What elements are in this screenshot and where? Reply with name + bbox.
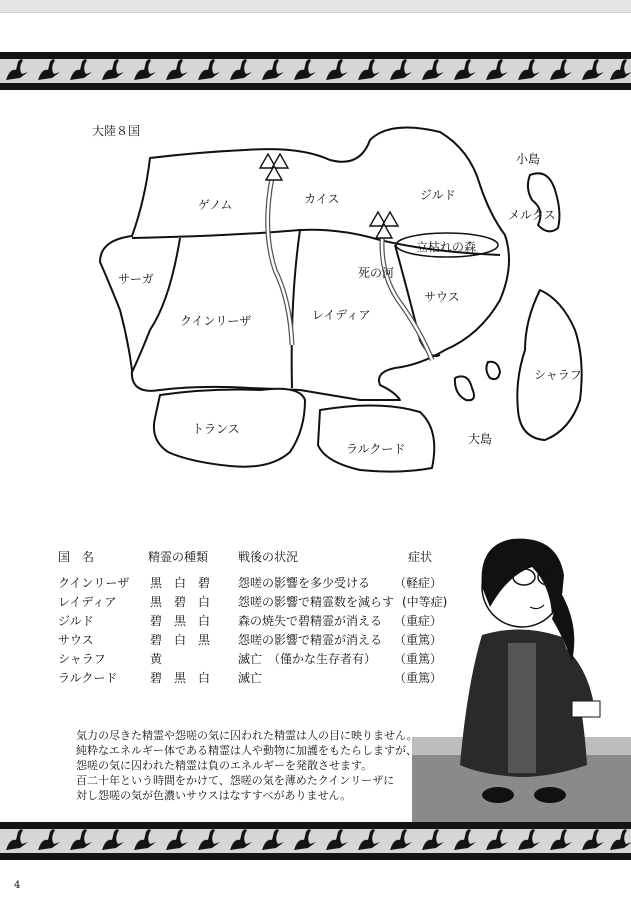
row-symptom: （重篤） [394,671,443,685]
row-symptom: （重篤） [394,633,443,647]
row-country: レイディア [58,595,117,609]
map-title: 大陸８国 [92,124,141,138]
island-1 [455,376,474,400]
header-postwar: 戦後の状況 [238,550,299,564]
main-continent-outline [100,128,509,401]
row-postwar: 森の焼失で碧精霊が消える [238,614,383,628]
note-line: 気力の尽きた精霊や怨嗟の気に囚われた精霊は人の目に映りません。 [76,729,418,742]
map-label-trans: トランス [192,422,240,436]
row-symptom: （重篤） [394,652,443,666]
row-postwar: 怨嗟の影響を多少受ける [238,576,371,590]
row-country: シャラフ [58,652,106,666]
decorative-border-bottom [0,822,631,860]
header-spirit: 精霊の種類 [148,550,209,564]
row-country: ジルド [58,614,94,628]
island-2 [486,362,500,379]
character-illustration [412,515,631,825]
map-label-sharaf: シャラフ [534,368,582,382]
row-symptom: （軽症） [394,576,443,590]
map-label-leidia: レイディア [312,308,371,322]
row-country: サウス [58,633,94,647]
map-label-river-of-death: 死の河 [358,266,395,280]
row-postwar: 滅亡 [238,671,263,685]
note-line: 対し怨嗟の気が色濃いサウスはなすすべがありません。 [76,789,352,802]
row-postwar: 怨嗟の影響で精霊数を減らす [238,595,395,609]
map-label-genom: ゲノム [198,198,233,212]
map-label-dead-forest: 立枯れの森 [416,240,477,254]
map-label-quinlisa: クインリーザ [180,314,252,328]
row-spirit: 黄 [150,652,163,666]
row-country: クインリーザ [58,576,130,590]
row-spirit: 碧 白 黒 [150,633,211,647]
header-country: 国 名 [58,550,95,564]
ralcood-region [318,405,434,471]
row-postwar: 怨嗟の影響で精霊が消える [238,633,383,647]
row-spirit: 黒 碧 白 [150,595,211,609]
row-spirit: 碧 黒 白 [150,671,211,685]
map-label-melkus: メルクス [508,208,556,222]
row-spirit: 碧 黒 白 [150,614,211,628]
note-line: 百二十年という時間をかけて、怨嗟の気を薄めたクインリーザに [76,774,395,787]
sharaf-island [517,290,581,440]
header-symptom: 症状 [408,550,433,564]
map-label-jild: ジルド [420,188,456,202]
explanatory-note [76,728,418,803]
row-spirit: 黒 白 碧 [150,576,211,590]
note-line: 純粋なエネルギー体である精霊は人や動物に加護をもたらしますが、 [76,744,417,757]
map-label-ralcood: ラルクード [346,442,406,456]
row-postwar: 滅亡 （僅かな生存者有） [238,652,377,666]
note-line: 怨嗟の気に囚われた精霊は負のエネルギーを発散させます。 [76,759,373,772]
row-symptom: （重症） [394,614,443,628]
map-label-small-island: 小島 [516,152,541,166]
page-number: 4 [14,880,21,891]
row-symptom: (中等症) [402,595,448,609]
map-label-big-island: 大島 [468,432,493,446]
map-label-saga: サーガ [118,272,154,286]
row-country: ラルクード [58,671,118,685]
bird-pattern-bottom [0,822,631,860]
map-label-kais: カイス [304,192,340,206]
map-label-saus: サウス [424,290,460,304]
